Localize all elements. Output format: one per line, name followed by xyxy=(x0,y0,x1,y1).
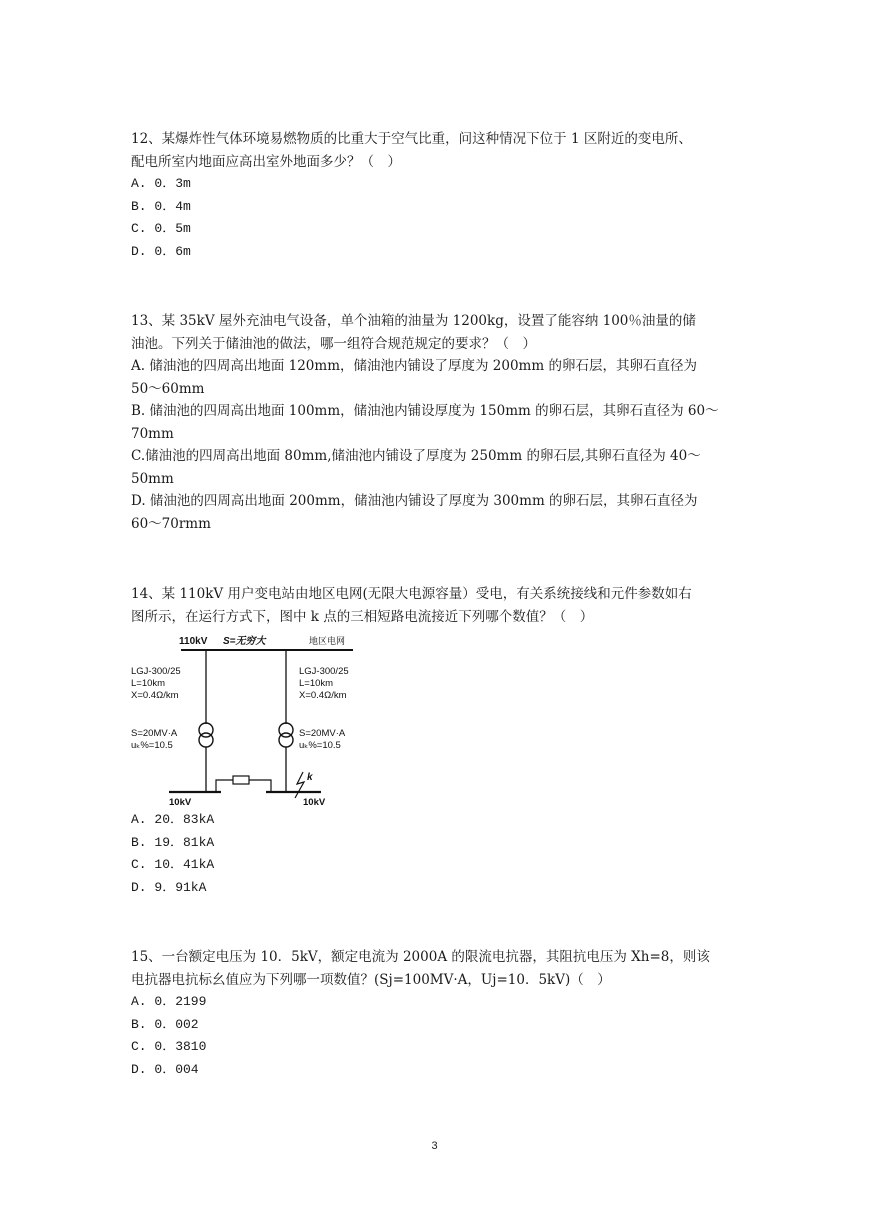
right-line-reactance: X=0.4Ω/km xyxy=(299,690,347,701)
question-13 xyxy=(131,310,741,535)
left-line-type: LGJ-300/25 xyxy=(131,666,181,677)
question-13-stem-line2: 油池。下列关于储油池的做法，哪一组符合规范规定的要求？（ ） xyxy=(131,335,536,352)
question-12-stem-line1: 12、某爆炸性气体环境易燃物质的比重大于空气比重，问这种情况下位于 1 区附近的变电所、 xyxy=(131,131,692,147)
question-14-option-c: C. 10．41kA xyxy=(131,857,215,872)
fault-symbol xyxy=(295,772,304,798)
question-12 xyxy=(131,128,741,263)
question-13-option-a-line1: A. 储油池的四周高出地面 120mm，储油池内铺设了厚度为 200mm 的卵石层，其卵石直径为 xyxy=(131,358,697,374)
label-10kv-right: 10kV xyxy=(303,797,326,808)
bus-tie-line-right xyxy=(249,780,271,792)
label-grid: 地区电网 xyxy=(309,636,346,646)
question-15 xyxy=(131,946,741,1081)
question-12-option-d: D. 0．6m xyxy=(131,243,191,259)
right-line-length: L=10km xyxy=(299,678,334,689)
left-transformer-rating: S=20MV·A xyxy=(131,728,178,739)
question-15-stem-line2: 电抗器电抗标幺值应为下列哪一项数值？(Sj=100MV·A，Uj=10．5kV)（ ） xyxy=(131,971,611,988)
question-14-option-d: D. 9．91kA xyxy=(131,879,207,895)
question-13-option-d-line1: D. 储油池的四周高出地面 200mm，储油池内铺设了厚度为 300mm 的卵石层，其卵石直径为 xyxy=(131,493,698,509)
right-line-type: LGJ-300/25 xyxy=(299,666,349,677)
question-14-option-b: B. 19．81kA xyxy=(131,834,215,850)
question-12-option-b: B. 0．4m xyxy=(131,198,191,214)
question-15-option-c: C. 0．3810 xyxy=(131,1039,207,1054)
bus-tie-reactor xyxy=(233,776,249,784)
right-transformer-rating: S=20MV·A xyxy=(299,728,346,739)
question-12-option-c: C. 0．5m xyxy=(131,221,191,236)
question-13-option-c-line2: 50mm xyxy=(131,470,174,487)
question-13-option-b-line2: 70mm xyxy=(131,425,174,442)
label-110kv: 110kV xyxy=(179,636,208,647)
question-12-stem-line2: 配电所室内地面应高出室外地面多少？（ ） xyxy=(131,153,401,170)
question-12-option-a: A. 0．3m xyxy=(131,176,191,191)
question-14 xyxy=(131,583,741,628)
left-line-length: L=10km xyxy=(131,678,166,689)
question-15-option-b: B. 0．002 xyxy=(131,1016,199,1032)
page-number: 3 xyxy=(431,1140,438,1152)
left-transformer-impedance: uₖ%=10.5 xyxy=(131,740,173,751)
question-13-option-a-line2: 50～60mm xyxy=(131,380,205,397)
label-10kv-left: 10kV xyxy=(169,797,192,808)
question-14-options xyxy=(131,809,741,899)
question-13-stem-line1: 13、某 35kV 屋外充油电气设备，单个油箱的油量为 1200kg，设置了能容纳 100％油量的储 xyxy=(131,313,696,329)
label-fault-k: k xyxy=(307,772,313,783)
question-14-stem-line1: 14、某 110kV 用户变电站由地区电网(无限大电源容量）受电，有关系统接线和元件参数如右 xyxy=(131,586,692,602)
question-14-option-a: A. 20．83kA xyxy=(131,812,215,827)
right-transformer-winding-2 xyxy=(279,733,293,747)
left-transformer-winding-2 xyxy=(199,733,213,747)
question-15-option-d: D. 0．004 xyxy=(131,1061,199,1077)
question-13-option-b-line1: B. 储油池的四周高出地面 100mm，储油池内铺设厚度为 150mm 的卵石层，其卵石直径为 60～ xyxy=(131,403,719,419)
bus-tie-line xyxy=(216,780,233,792)
circuit-diagram xyxy=(131,630,371,810)
question-13-option-d-line2: 60～70rmm xyxy=(131,515,211,532)
question-15-stem-line1: 15、一台额定电压为 10．5kV，额定电流为 2000A 的限流电抗器，其阻抗电压为 Xh=8，则该 xyxy=(131,949,710,965)
question-15-option-a: A. 0．2199 xyxy=(131,994,207,1009)
question-14-stem-line2: 图所示，在运行方式下，图中 k 点的三相短路电流接近下列哪个数值？（ ） xyxy=(131,608,594,625)
question-13-option-c-line1: C.储油池的四周高出地面 80mm,储油池内铺设了厚度为 250mm 的卵石层,其卵石直径为 40～ xyxy=(131,448,701,464)
left-line-reactance: X=0.4Ω/km xyxy=(131,690,179,701)
right-transformer-impedance: uₖ%=10.5 xyxy=(299,740,341,751)
label-source: S=无穷大 xyxy=(223,636,266,647)
